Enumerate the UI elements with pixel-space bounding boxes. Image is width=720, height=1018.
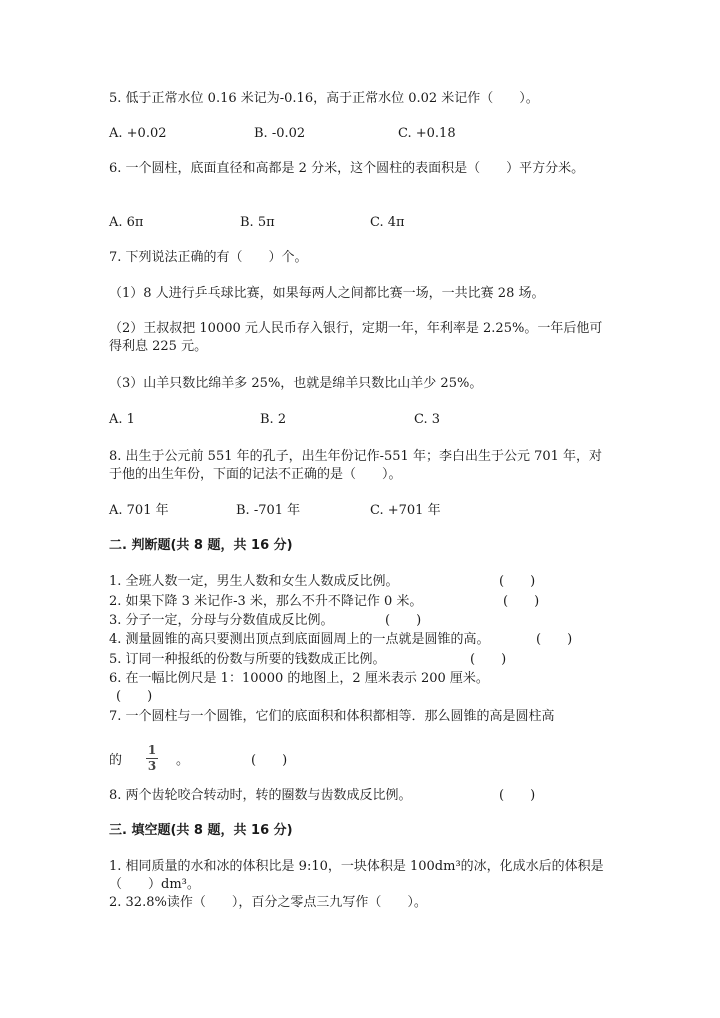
- judge-item-8-paren: ( ): [499, 788, 536, 803]
- q7-statement-1: （1）8 人进行乒乓球比赛，如果每两人之间都比赛一场，一共比赛 28 场。: [109, 286, 545, 301]
- judge-item-2-paren: ( ): [503, 594, 540, 609]
- q8-option-c: C. +701 年: [370, 503, 441, 518]
- q6-option-b: B. 5π: [240, 215, 275, 230]
- question-6: 6. 一个圆柱，底面直径和高都是 2 分米，这个圆柱的表面积是（ ）平方分米。: [109, 161, 585, 176]
- q5-option-c: C. +0.18: [398, 126, 456, 141]
- section-3-title: 三. 填空题(共 8 题，共 16 分): [109, 823, 293, 838]
- judge-item-4: 4. 测量圆锥的高只要测出顶点到底面圆周上的一点就是圆锥的高。: [109, 632, 490, 647]
- question-5: 5. 低于正常水位 0.16 米记为-0.16，高于正常水位 0.02 米记作（ ）。: [109, 91, 539, 106]
- judge-item-3: 3. 分子一定，分母与分数值成反比例。: [109, 613, 334, 628]
- fill-item-2: 2. 32.8%读作（ ），百分之零点三九写作（ ）。: [109, 895, 427, 910]
- section-2-title: 二. 判断题(共 8 题，共 16 分): [109, 538, 293, 553]
- judge-item-4-paren: ( ): [536, 632, 573, 647]
- judge-item-3-paren: ( ): [385, 613, 422, 628]
- judge-item-7-period: 。: [176, 753, 190, 768]
- fraction-one-third: [146, 744, 158, 773]
- q8-option-a: A. 701 年: [109, 503, 169, 518]
- q7-option-b: B. 2: [260, 412, 287, 427]
- fill-item-1: 1. 相同质量的水和冰的体积比是 9:10，一块体积是 100dm³的冰，化成水后的体积是（ ）dm³。: [109, 859, 604, 892]
- judge-item-1-paren: ( ): [499, 574, 536, 589]
- q7-statement-3: （3）山羊只数比绵羊多 25%，也就是绵羊只数比山羊少 25%。: [109, 376, 483, 391]
- q5-option-a: A. +0.02: [109, 126, 167, 141]
- fraction-numerator: 1: [147, 743, 157, 757]
- q6-option-a: A. 6π: [109, 215, 144, 230]
- question-7: 7. 下列说法正确的有（ ）个。: [109, 250, 308, 265]
- fraction-denominator: 3: [147, 759, 157, 773]
- q7-option-a: A. 1: [109, 412, 135, 427]
- q7-statement-2: （2）王叔叔把 10000 元人民币存入银行，定期一年，年利率是 2.25%。一年后他可得利息 225 元。: [109, 321, 603, 354]
- judge-item-2: 2. 如果下降 3 米记作-3 米，那么不升不降记作 0 米。: [109, 594, 423, 609]
- judge-item-5: 5. 订同一种报纸的份数与所要的钱数成正比例。: [109, 652, 386, 667]
- judge-item-7-paren: ( ): [251, 753, 288, 768]
- judge-item-7: 7. 一个圆柱与一个圆锥，它们的底面积和体积都相等．那么圆锥的高是圆柱高: [109, 709, 555, 724]
- q8-option-b: B. -701 年: [236, 503, 301, 518]
- judge-item-8: 8. 两个齿轮咬合转动时，转的圈数与齿数成反比例。: [109, 788, 412, 803]
- q6-option-c: C. 4π: [370, 215, 405, 230]
- judge-item-6: 6. 在一幅比例尺是 1：10000 的地图上，2 厘米表示 200 厘米。: [109, 671, 489, 686]
- q5-option-b: B. -0.02: [254, 126, 306, 141]
- judge-item-1: 1. 全班人数一定，男生人数和女生人数成反比例。: [109, 574, 399, 589]
- q7-option-c: C. 3: [414, 412, 441, 427]
- judge-item-5-paren: ( ): [470, 652, 507, 667]
- question-8: 8. 出生于公元前 551 年的孔子，出生年份记作-551 年；李白出生于公元 701 年，对于他的出生年份，下面的记法不正确的是（ ）。: [109, 449, 603, 482]
- judge-item-6-paren: ( ): [116, 689, 153, 704]
- judge-item-7-cont: 的: [109, 753, 123, 768]
